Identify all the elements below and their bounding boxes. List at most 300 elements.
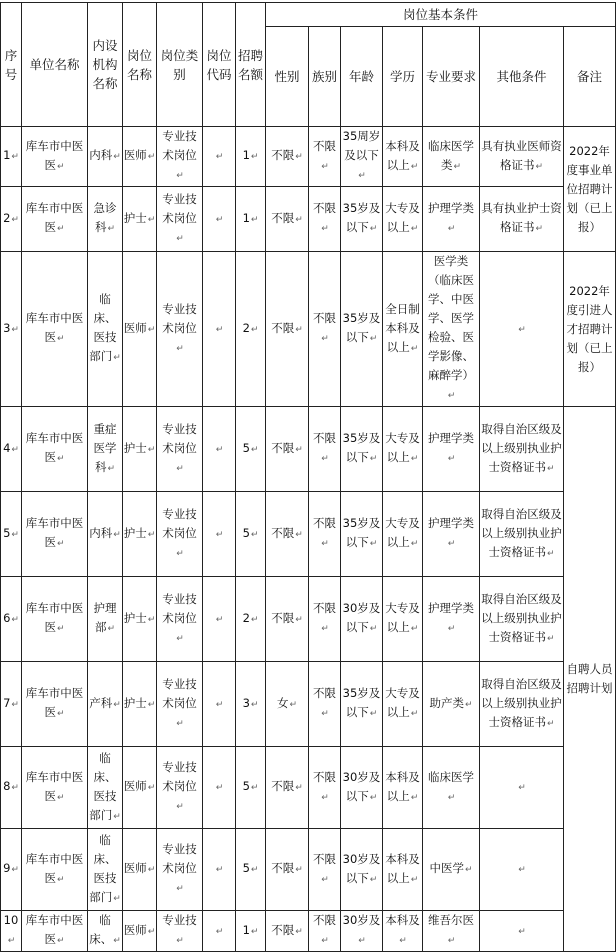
cell-edu — [383, 407, 423, 492]
cell-ethnic — [309, 187, 341, 252]
cell-gender — [266, 747, 309, 829]
cell-age — [341, 747, 383, 829]
cell-note — [564, 407, 616, 952]
cell-type — [157, 829, 203, 911]
paragraph-mark: ↵ — [295, 926, 303, 937]
cell-type-text: 专业技 — [162, 913, 197, 927]
paragraph-mark: ↵ — [518, 783, 526, 793]
cell-age — [341, 577, 383, 662]
paragraph-mark: ↵ — [56, 624, 65, 634]
cell-major — [423, 747, 480, 829]
cell-edu — [383, 577, 423, 662]
cell-post-text: 医师 — [123, 148, 147, 162]
cell-major — [423, 829, 480, 911]
cell-ethnic — [309, 407, 341, 492]
header-code: 岗位代码 — [203, 3, 236, 127]
paragraph-mark: ↵ — [11, 614, 19, 625]
cell-dept-text: 临床、医技部门 — [89, 750, 117, 822]
cell-dept — [88, 127, 123, 187]
paragraph-mark: ↵ — [321, 224, 329, 234]
paragraph-mark: ↵ — [546, 463, 555, 474]
cell-count — [236, 492, 266, 577]
cell-edu-text: 大专及以上 — [385, 516, 420, 549]
cell-other — [480, 407, 564, 492]
cell-other-text: 具有执业护士资格证书 — [481, 201, 562, 234]
cell-post-text: 医师 — [123, 922, 147, 937]
paragraph-mark: ↵ — [176, 718, 184, 729]
cell-gender-text: 不限 — [271, 861, 295, 875]
paragraph-mark: ↵ — [147, 324, 156, 335]
paragraph-mark: ↵ — [176, 633, 184, 644]
cell-major-text: 临床医学类 — [428, 138, 474, 172]
paragraph-mark: ↵ — [215, 699, 224, 710]
cell-post-text: 护士 — [123, 440, 147, 455]
cell-note — [564, 127, 616, 252]
paragraph-mark: ↵ — [56, 874, 65, 885]
paragraph-mark: ↵ — [295, 214, 303, 225]
cell-unit-text: 库车市中医医 — [25, 138, 84, 172]
paragraph-mark: ↵ — [447, 936, 456, 946]
cell-count-text: 5 — [242, 779, 250, 793]
table-body — [1, 127, 616, 952]
cell-post-text: 医师 — [123, 861, 147, 875]
cell-code — [203, 127, 236, 187]
cell-seq-text: 10 — [3, 913, 19, 927]
cell-type — [157, 127, 203, 187]
paragraph-mark: ↵ — [399, 936, 407, 946]
paragraph-mark: ↵ — [56, 161, 65, 172]
paragraph-mark: ↵ — [176, 463, 184, 474]
paragraph-mark: ↵ — [215, 152, 224, 162]
paragraph-mark: ↵ — [56, 539, 65, 549]
header-edu: 学历 — [383, 27, 423, 127]
cell-type-text: 专业技术岗位 — [162, 676, 197, 710]
cell-count — [236, 187, 266, 252]
paragraph-mark: ↵ — [546, 633, 555, 644]
cell-post-text: 护士 — [123, 525, 147, 540]
cell-age-text: 35岁及以下 — [342, 686, 381, 719]
recruitment-table — [0, 2, 616, 952]
cell-type — [157, 577, 203, 662]
paragraph-mark: ↵ — [56, 224, 65, 234]
paragraph-mark: ↵ — [410, 454, 419, 464]
cell-edu — [383, 187, 423, 252]
cell-unit — [22, 829, 88, 911]
paragraph-mark: ↵ — [518, 324, 526, 335]
cell-gender-text: 不限 — [271, 148, 295, 162]
header-type: 岗位类别 — [157, 3, 203, 127]
paragraph-mark: ↵ — [11, 529, 19, 540]
paragraph-mark: ↵ — [250, 324, 259, 335]
cell-type — [157, 492, 203, 577]
paragraph-mark: ↵ — [176, 802, 184, 812]
cell-dept-text: 内科 — [89, 148, 113, 162]
paragraph-mark: ↵ — [11, 152, 19, 162]
header-ethnic: 族别 — [309, 27, 341, 127]
cell-major — [423, 911, 480, 952]
cell-unit-text: 库车市中医医 — [25, 516, 84, 549]
cell-seq — [1, 407, 22, 492]
cell-major-text: 护理学类 — [428, 431, 474, 445]
cell-unit — [22, 407, 88, 492]
cell-age-text: 35岁及以下 — [342, 201, 381, 234]
paragraph-mark: ↵ — [546, 548, 555, 559]
cell-seq — [1, 577, 22, 662]
cell-gender-text: 不限 — [271, 922, 295, 937]
cell-dept-text: 产科 — [89, 695, 113, 710]
cell-count-text: 1 — [242, 210, 250, 225]
cell-edu-text: 大专及以上 — [385, 686, 420, 719]
cell-count-text: 2 — [242, 610, 250, 625]
paragraph-mark: ↵ — [147, 614, 156, 625]
cell-other — [480, 187, 564, 252]
paragraph-mark: ↵ — [464, 699, 473, 710]
table-row — [1, 911, 616, 952]
cell-code — [203, 187, 236, 252]
cell-code — [203, 747, 236, 829]
paragraph-mark: ↵ — [250, 444, 259, 455]
cell-type — [157, 747, 203, 829]
cell-code — [203, 577, 236, 662]
cell-post-text: 护士 — [123, 210, 147, 225]
cell-type-text: 专业技术岗位 — [162, 191, 197, 225]
cell-gender — [266, 662, 309, 747]
cell-ethnic — [309, 127, 341, 187]
cell-ethnic-text: 不限 — [313, 311, 336, 325]
cell-type-text: 专业技术岗位 — [162, 301, 197, 335]
cell-other-text: 取得自治区级及以上级别执业护士资格证书 — [481, 506, 562, 559]
paragraph-mark: ↵ — [215, 926, 224, 937]
cell-gender — [266, 911, 309, 952]
cell-post — [123, 911, 157, 952]
header-other: 其他条件 — [480, 27, 564, 127]
paragraph-mark: ↵ — [369, 224, 378, 234]
paragraph-mark: ↵ — [56, 936, 65, 946]
cell-edu-text: 大专及以上 — [385, 601, 420, 634]
cell-ethnic-text: 不限 — [313, 201, 336, 215]
paragraph-mark: ↵ — [369, 454, 378, 464]
cell-age — [341, 492, 383, 577]
paragraph-mark: ↵ — [11, 324, 19, 335]
cell-unit — [22, 127, 88, 187]
paragraph-mark: ↵ — [56, 454, 65, 464]
cell-other — [480, 577, 564, 662]
paragraph-mark: ↵ — [453, 161, 462, 172]
cell-major-text: 医学类（临床医学、中医学、医学检验、医学影像、麻醉学） — [428, 254, 474, 382]
cell-count — [236, 662, 266, 747]
cell-unit-text: 库车市中医医 — [25, 686, 84, 719]
paragraph-mark: ↵ — [250, 614, 259, 625]
cell-gender — [266, 252, 309, 407]
paragraph-mark: ↵ — [369, 709, 378, 719]
cell-count — [236, 127, 266, 187]
cell-count-text: 5 — [242, 861, 250, 875]
table-row — [1, 187, 616, 252]
cell-seq-text: 1 — [3, 148, 11, 162]
paragraph-mark: ↵ — [250, 926, 259, 937]
cell-ethnic-text: 不限 — [313, 138, 336, 153]
header-seq: 序号 — [1, 3, 22, 127]
cell-ethnic — [309, 252, 341, 407]
header-row-1 — [1, 3, 616, 27]
paragraph-mark: ↵ — [113, 936, 121, 946]
cell-seq — [1, 492, 22, 577]
paragraph-mark: ↵ — [295, 152, 303, 162]
paragraph-mark: ↵ — [147, 152, 156, 162]
cell-unit-text: 库车市中医医 — [25, 431, 84, 464]
cell-post — [123, 577, 157, 662]
cell-dept-text: 临床、医技部门 — [89, 832, 117, 904]
cell-major-text: 护理学类 — [428, 601, 474, 615]
cell-seq-text: 2 — [3, 210, 11, 225]
cell-seq — [1, 911, 22, 952]
cell-ethnic — [309, 747, 341, 829]
header-count: 招聘名额 — [236, 3, 266, 127]
paragraph-mark: ↵ — [147, 214, 156, 225]
cell-gender — [266, 127, 309, 187]
paragraph-mark: ↵ — [215, 529, 224, 540]
cell-unit-text: 库车市中医医 — [25, 201, 84, 234]
paragraph-mark: ↵ — [113, 353, 121, 363]
cell-age — [341, 127, 383, 187]
paragraph-mark: ↵ — [107, 624, 116, 634]
cell-dept — [88, 252, 123, 407]
cell-code — [203, 829, 236, 911]
paragraph-mark: ↵ — [321, 539, 329, 549]
cell-gender-text: 不限 — [271, 779, 295, 793]
cell-major — [423, 577, 480, 662]
cell-post-text: 医师 — [123, 779, 147, 793]
paragraph-mark: ↵ — [215, 444, 224, 455]
cell-ethnic-text: 不限 — [313, 913, 336, 927]
paragraph-mark: ↵ — [295, 444, 303, 455]
paragraph-mark: ↵ — [410, 224, 419, 234]
cell-ethnic-text: 不限 — [313, 769, 336, 784]
cell-unit — [22, 577, 88, 662]
paragraph-mark: ↵ — [215, 865, 224, 875]
cell-post-text: 医师 — [123, 320, 147, 335]
cell-other — [480, 829, 564, 911]
cell-count — [236, 577, 266, 662]
cell-type — [157, 662, 203, 747]
cell-other — [480, 252, 564, 407]
cell-age-text: 30岁及 — [342, 913, 381, 927]
cell-other — [480, 662, 564, 747]
cell-age — [341, 911, 383, 952]
cell-seq-text: 8 — [3, 779, 11, 793]
cell-unit-text: 库车市中医医 — [25, 851, 84, 885]
cell-other — [480, 127, 564, 187]
cell-type-text: 专业技术岗位 — [162, 506, 197, 540]
cell-age-text: 35周岁及以下 — [342, 129, 381, 162]
paragraph-mark: ↵ — [11, 444, 19, 455]
cell-unit-text: 库车市中医医 — [25, 311, 84, 344]
cell-edu-text: 本科及 — [385, 913, 420, 927]
cell-ethnic-text: 不限 — [313, 851, 336, 866]
table-row — [1, 662, 616, 747]
cell-other — [480, 747, 564, 829]
cell-unit — [22, 187, 88, 252]
cell-unit-text: 库车市中医医 — [25, 769, 84, 803]
paragraph-mark: ↵ — [176, 884, 184, 894]
cell-age-text: 30岁及以下 — [342, 851, 381, 885]
paragraph-mark: ↵ — [11, 865, 19, 875]
cell-dept-text: 重症医学科 — [93, 421, 117, 474]
cell-major — [423, 492, 480, 577]
header-dept: 内设机构名称 — [88, 3, 123, 127]
paragraph-mark: ↵ — [410, 343, 419, 354]
paragraph-mark: ↵ — [295, 614, 303, 625]
cell-post — [123, 407, 157, 492]
cell-count-text: 5 — [242, 440, 250, 455]
cell-age-text: 35岁及以下 — [342, 516, 381, 549]
paragraph-mark: ↵ — [113, 152, 121, 162]
cell-seq — [1, 747, 22, 829]
cell-dept — [88, 577, 123, 662]
paragraph-mark: ↵ — [321, 624, 329, 634]
cell-major — [423, 127, 480, 187]
paragraph-mark: ↵ — [369, 539, 378, 549]
cell-edu-text: 本科及以上 — [385, 769, 420, 803]
cell-age — [341, 829, 383, 911]
paragraph-mark: ↵ — [113, 893, 121, 904]
cell-seq — [1, 829, 22, 911]
paragraph-mark: ↵ — [358, 936, 366, 946]
paragraph-mark: ↵ — [147, 444, 156, 455]
cell-edu — [383, 662, 423, 747]
table-row — [1, 127, 616, 187]
table-row — [1, 577, 616, 662]
paragraph-mark: ↵ — [147, 865, 156, 875]
cell-major-text: 护理学类 — [428, 516, 474, 530]
paragraph-mark: ↵ — [250, 699, 259, 710]
paragraph-mark: ↵ — [518, 865, 526, 875]
cell-dept-text: 临床、医技部门 — [89, 292, 117, 363]
cell-other-text: 取得自治区级及以上级别执业护士资格证书 — [481, 421, 562, 474]
paragraph-mark: ↵ — [56, 334, 65, 344]
paragraph-mark: ↵ — [113, 699, 121, 710]
cell-major — [423, 187, 480, 252]
cell-dept — [88, 747, 123, 829]
cell-edu — [383, 829, 423, 911]
cell-gender — [266, 577, 309, 662]
cell-age — [341, 252, 383, 407]
cell-age-text: 35岁及以下 — [342, 431, 381, 464]
cell-dept — [88, 662, 123, 747]
header-post: 岗位名称 — [123, 3, 157, 127]
cell-edu — [383, 911, 423, 952]
header-gender: 性别 — [266, 27, 309, 127]
cell-gender-text: 不限 — [271, 525, 295, 540]
cell-other — [480, 492, 564, 577]
cell-seq-text: 7 — [3, 695, 11, 710]
cell-code — [203, 252, 236, 407]
header-age: 年龄 — [341, 27, 383, 127]
table-row — [1, 407, 616, 492]
cell-major-text: 中医学 — [429, 861, 464, 875]
paragraph-mark: ↵ — [56, 792, 65, 803]
paragraph-mark: ↵ — [147, 699, 156, 710]
paragraph-mark: ↵ — [107, 463, 116, 474]
cell-type-text: 专业技术岗位 — [162, 842, 197, 875]
paragraph-mark: ↵ — [321, 709, 329, 719]
cell-ethnic-text: 不限 — [313, 601, 336, 615]
cell-count-text: 1 — [242, 148, 250, 162]
paragraph-mark: ↵ — [215, 214, 224, 225]
cell-ethnic — [309, 662, 341, 747]
cell-other-text: 取得自治区级及以上级别执业护士资格证书 — [481, 591, 562, 644]
paragraph-mark: ↵ — [410, 709, 419, 719]
paragraph-mark: ↵ — [447, 539, 456, 549]
cell-count-text: 2 — [242, 320, 250, 335]
paragraph-mark: ↵ — [295, 529, 303, 540]
paragraph-mark: ↵ — [11, 699, 19, 710]
paragraph-mark: ↵ — [410, 874, 419, 885]
cell-unit-text: 库车市中医医 — [25, 913, 84, 946]
cell-other — [480, 911, 564, 952]
cell-major — [423, 662, 480, 747]
cell-ethnic — [309, 911, 341, 952]
header-major: 专业要求 — [423, 27, 480, 127]
cell-ethnic-text: 不限 — [313, 431, 336, 445]
cell-major — [423, 252, 480, 407]
table-row — [1, 829, 616, 911]
cell-post — [123, 127, 157, 187]
cell-dept — [88, 492, 123, 577]
cell-seq — [1, 662, 22, 747]
cell-major-text: 助产类 — [429, 695, 464, 710]
cell-seq-text: 9 — [3, 861, 11, 875]
cell-other-text: 取得自治区级及以上级别执业护士资格证书 — [481, 676, 562, 729]
paragraph-mark: ↵ — [113, 811, 121, 822]
cell-gender — [266, 187, 309, 252]
cell-gender — [266, 829, 309, 911]
cell-post — [123, 252, 157, 407]
paragraph-mark: ↵ — [56, 709, 65, 719]
cell-type-text: 专业技术岗位 — [162, 760, 197, 793]
table-row — [1, 252, 616, 407]
paragraph-mark: ↵ — [369, 874, 378, 885]
cell-note — [564, 252, 616, 407]
cell-dept — [88, 829, 123, 911]
paragraph-mark: ↵ — [295, 783, 303, 793]
cell-note-text: 2022年度引进人才招聘计划（已上报） — [566, 283, 613, 374]
paragraph-mark: ↵ — [410, 539, 419, 549]
cell-major — [423, 407, 480, 492]
cell-dept-text: 内科 — [89, 525, 113, 540]
cell-count — [236, 252, 266, 407]
cell-seq — [1, 187, 22, 252]
cell-ethnic-text: 不限 — [313, 686, 336, 700]
paragraph-mark: ↵ — [321, 792, 329, 803]
cell-gender-text: 不限 — [271, 320, 295, 335]
paragraph-mark: ↵ — [321, 161, 329, 172]
cell-unit-text: 库车市中医医 — [25, 601, 84, 634]
header-basic-conditions: 岗位基本条件 — [266, 3, 616, 27]
cell-type — [157, 911, 203, 952]
paragraph-mark: ↵ — [358, 171, 366, 181]
paragraph-mark: ↵ — [518, 926, 526, 937]
paragraph-mark: ↵ — [107, 224, 116, 234]
paragraph-mark: ↵ — [176, 343, 184, 354]
cell-edu-text: 大专及以上 — [385, 431, 420, 464]
cell-type — [157, 407, 203, 492]
cell-code — [203, 492, 236, 577]
cell-dept-text: 急诊科 — [93, 201, 117, 234]
cell-type — [157, 252, 203, 407]
cell-post — [123, 747, 157, 829]
cell-post — [123, 492, 157, 577]
